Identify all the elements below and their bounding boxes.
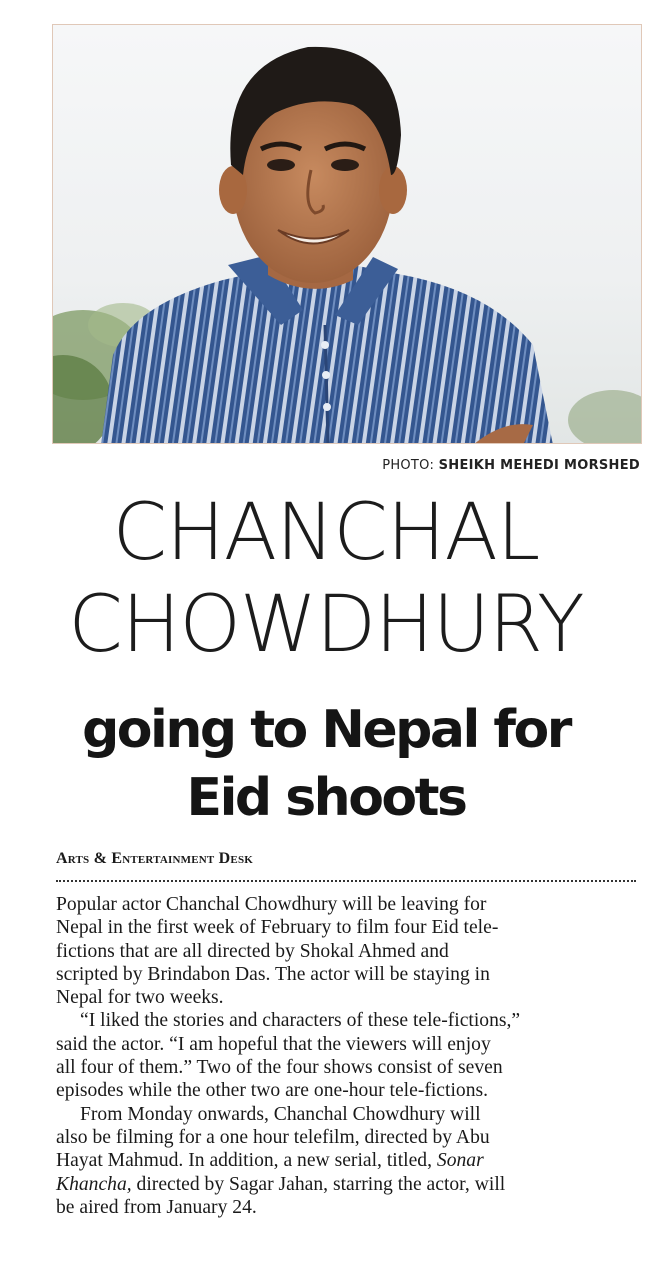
article-line: Nepal in the first week of February to film four Eid tele- [56,917,499,939]
article-line: Nepal for two weeks. [56,987,224,1009]
article-text: directed by Sagar Jahan, starring the actor, will [131,1173,506,1195]
subheadline-line-1: going to Nepal for [82,700,570,760]
actor-photo [52,24,642,444]
byline-part: E [111,850,123,867]
byline-part: ntertainment [122,850,219,867]
photo-credit-name: SHEIKH MEHEDI MORSHED [438,458,640,473]
byline-part: D [218,850,231,867]
article-line: be aired from January 24. [56,1196,257,1218]
headline-line-1: CHANCHAL [112,488,540,578]
article-line: all four of them.” Two of the four shows consist of seven [56,1057,503,1079]
headline-line-2: CHOWDHURY [68,580,584,670]
article-line: episodes while the other two are one-hour tele-fictions. [56,1080,489,1102]
article-body [56,893,638,1219]
article-line: From Monday onwards, Chanchal Chowdhury will [80,1103,481,1125]
article-text: Hayat Mahmud. In addition, a new serial, titled, [56,1150,437,1172]
portrait-illustration [53,25,642,444]
article-line: Popular actor Chanchal Chowdhury will be leaving for [56,894,487,915]
article-paragraph-1 [56,893,638,1009]
article-line [56,1149,638,1172]
byline-part: rts & [67,850,112,867]
article-paragraph-3 [56,1103,638,1219]
serial-title: Sonar [436,1150,484,1172]
article-line: scripted by Brindabon Das. The actor will be staying in [56,963,490,985]
article-line [56,1173,638,1196]
article-line: also be filming for a one hour telefilm, directed by Abu [56,1126,490,1148]
photo-credit-label: PHOTO: [382,458,435,473]
article-line: “I liked the stories and characters of these tele-fictions,” [80,1010,521,1032]
photo-credit [382,458,640,473]
byline-part: A [56,850,68,867]
byline-desk [56,850,253,868]
article-paragraph-2 [56,1009,638,1102]
subheadline-line-2: Eid shoots [186,768,466,828]
serial-title: Khancha, [56,1173,132,1195]
byline-part: esk [230,850,254,867]
article-line: said the actor. “I am hopeful that the viewers will enjoy [56,1033,491,1055]
article-line: fictions that are all directed by Shokal Ahmed and [56,940,449,962]
dotted-divider [56,880,636,882]
shirt-button [321,341,329,349]
